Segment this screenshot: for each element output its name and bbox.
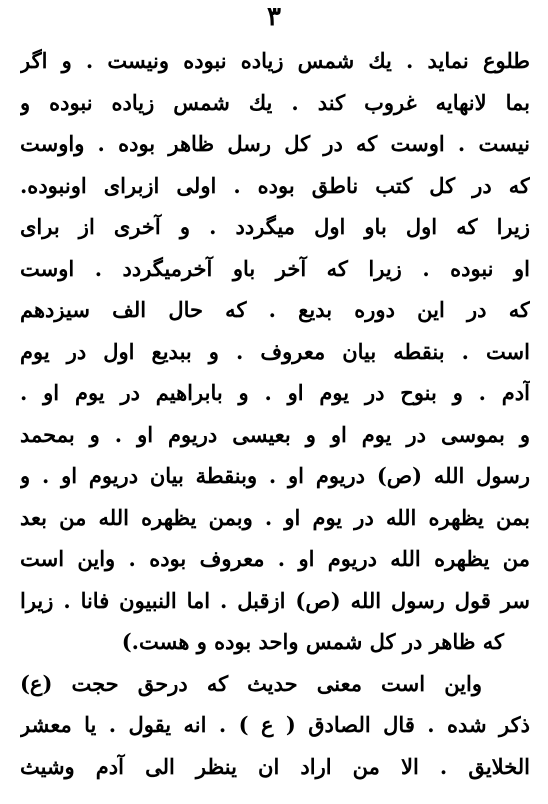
text-line-3: نیست . اوست كه در كل رسل ظاهر بوده . واوست [20,131,530,156]
text-line-10: و بموسی در یوم او و بعیسی دریوم او . و بمحمد [20,421,530,447]
text-line-2: بما لانهایه غروب كند . یك شمس زیاده نبوده و [20,89,530,115]
text-line-5: زیرا كه اول باو اول میگردد . و آخری از برای [20,214,530,239]
body-text [20,40,530,787]
text-line-7: كه در این دوره بدیع . كه حال الف سیزدهم [20,297,530,322]
text-line-4: كه در كل كتب ناطق بوده . اولی ازبرای اونبوده. [20,172,530,198]
text-line-16: واین است معنی حدیث كه درحق حجت (ع) [20,670,482,696]
text-line-11: رسول الله (ص) دریوم او . وبنقطة بیان دریوم او . و [20,463,530,488]
text-line-9: آدم . و بنوح در یوم او . و بابراهیم در یوم او . [20,380,530,405]
text-line-14: سر قول رسول الله (ص) ازقبل . اما النبیون فانا . زیرا [20,587,530,613]
text-line-13: من یظهره الله دریوم او . معروف بوده . واین است [20,546,530,571]
text-line-8: است . بنقطه بیان معروف . و ببدیع اول در یوم [20,338,530,364]
text-line-15: كه ظاهر در كل شمس واحد بوده و هست.) [121,629,504,654]
text-line-1: طلوع نماید . یك شمس زیاده نبوده ونیست . و اگر [20,48,530,73]
text-line-17: ذكر شده . قال الصادق ( ع ) . انه یقول . یا معشر [20,712,530,737]
text-line-6: او نبوده . زیرا كه آخر باو آخرمیگردد . اوست [20,255,530,281]
text-line-12: بمن یظهره الله در یوم او . وبمن یظهره الله من بعد [20,504,530,530]
page-number: ۳ [267,2,281,32]
text-line-18: الخلایق . الا من اراد ان ینظر الی آدم وشیث [20,753,530,779]
